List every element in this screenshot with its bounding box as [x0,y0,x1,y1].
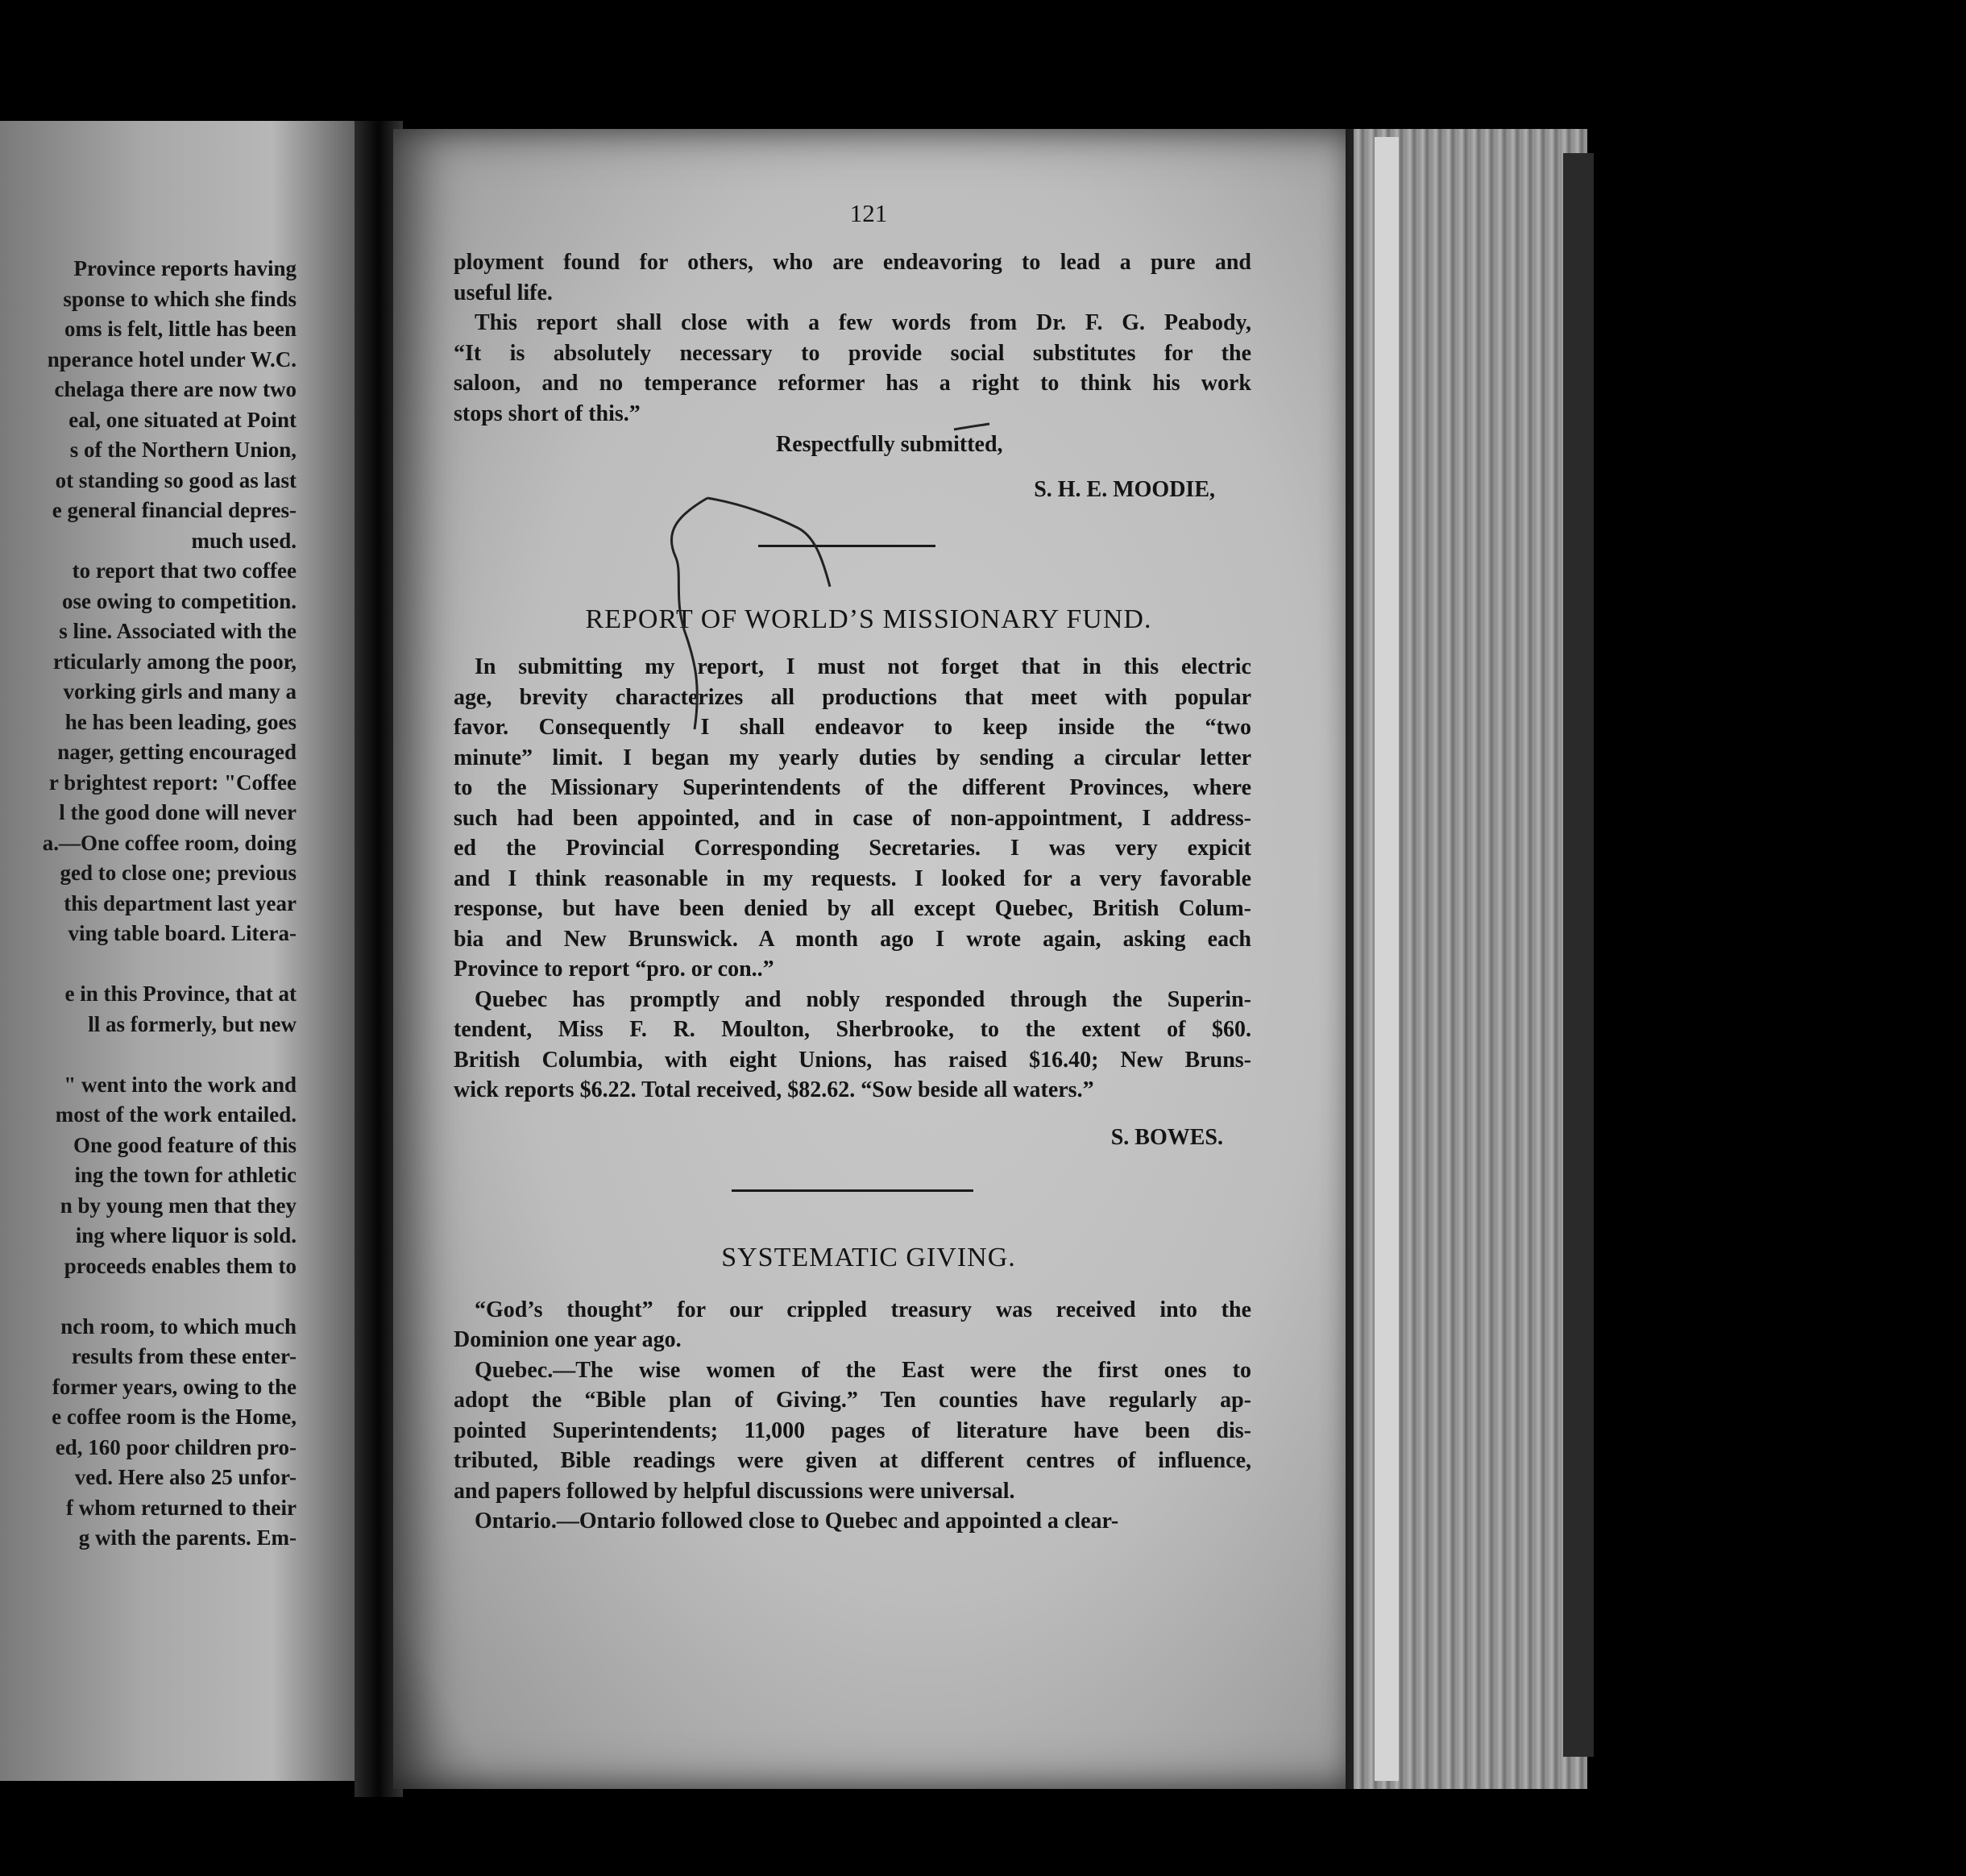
left-facing-page [0,121,363,1781]
left-page-line: eal, one situated at Point [68,407,297,432]
left-page-line: f whom returned to their [66,1495,297,1520]
text-line: favor. Consequently I shall endeavor to keep inside the “two [454,715,1251,740]
left-page-line: former years, owing to the [52,1374,297,1399]
text-line: In submitting my report, I must not forget that in this electric [475,654,1251,679]
text-line: and papers followed by helpful discussions were universal. [454,1478,1015,1504]
left-page-line: ving table board. Litera- [68,921,297,945]
left-page-line: One good feature of this [73,1132,297,1157]
text-line: “It is absolutely necessary to provide social substitutes for the [454,340,1251,366]
text-line: useful life. [454,280,553,305]
closing-respectfully-submitted: Respectfully submitted, [776,432,1003,457]
left-page-line: he has been leading, goes [64,709,297,734]
left-page-line: much used. [191,528,297,553]
left-page-line: nch room, to which much [60,1314,297,1339]
paragraph-intro [454,247,1251,308]
book-back-cover [1563,153,1594,1757]
text-line: tendent, Miss F. R. Moulton, Sherbrooke, to the extent of $60. [454,1017,1251,1042]
section-divider [732,1189,973,1192]
left-page-line: ot standing so good as last [55,467,297,492]
left-page-line: this department last year [64,890,297,915]
text-line: wick reports $6.22. Total received, $82.62. “Sow beside all waters.” [454,1077,1094,1102]
left-page-line: s line. Associated with the [59,619,297,643]
left-page-blank-line [0,1281,297,1312]
left-page-line: vorking girls and many a [63,679,297,704]
left-page-line: nperance hotel under W.C. [47,347,297,371]
text-line: tributed, Bible readings were given at different centres of influence, [454,1448,1251,1473]
left-page-line: n by young men that they [60,1193,297,1218]
left-page-line: ll as formerly, but new [88,1011,297,1036]
left-page-line: r brightest report: "Coffee [48,770,297,795]
text-line: “God’s thought” for our crippled treasury was received into the [475,1297,1251,1322]
left-page-line: oms is felt, little has been [64,317,297,341]
left-page-line: Province reports having [73,256,297,280]
text-line: saloon, and no temperance reformer has a right to think his work [454,371,1251,396]
paragraph-quebec-giving [454,1355,1251,1507]
left-page-line: to report that two coffee [72,558,297,583]
text-line: minute” limit. I began my yearly duties by sending a circular letter [454,745,1251,770]
text-line: British Columbia, with eight Unions, has raised $16.40; New Bruns- [454,1047,1251,1073]
left-page-line: ing where liquor is sold. [75,1223,297,1247]
left-page-line: sponse to which she finds [63,286,297,311]
left-page-blank-line [0,1040,297,1070]
left-page-line: e general financial depres- [52,498,297,522]
text-line: ed the Provincial Corresponding Secretaries. I was very expicit [454,836,1251,861]
text-line: pointed Superintendents; 11,000 pages of literature have been dis- [454,1417,1251,1443]
page-121 [393,129,1354,1789]
text-line: stops short of this.” [454,401,641,426]
text-line: and I think reasonable in my requests. I looked for a very favorable [454,865,1251,891]
paragraph-peabody-quote [454,308,1251,429]
left-page-line: ved. Here also 25 unfor- [74,1465,297,1489]
signature-moodie: S. H. E. MOODIE, [1034,477,1215,502]
text-line: Ontario.—Ontario followed close to Quebec and appointed a clear- [475,1509,1119,1534]
left-page-line: s of the Northern Union, [69,438,297,462]
left-page-blank-line [0,949,297,980]
text-line: ployment found for others, who are endeavoring to lead a pure and [454,250,1251,275]
heading-systematic-giving: SYSTEMATIC GIVING. [721,1242,1016,1272]
left-page-text [0,254,297,1554]
left-page-line: " went into the work and [64,1072,297,1097]
left-page-line: g with the parents. Em- [78,1525,297,1550]
text-line: to the Missionary Superintendents of the different Provinces, where [454,775,1251,800]
text-line: such had been appointed, and in case of non-appointment, I address- [454,805,1251,831]
left-page-line: ose owing to competition. [62,588,297,613]
left-page-line: ing the town for athletic [74,1163,297,1187]
text-line: Quebec.—The wise women of the East were the first ones to [475,1357,1251,1383]
left-page-line: ged to close one; previous [60,861,297,885]
paragraph-fund-quebec [454,985,1251,1106]
left-page-line: e in this Province, that at [64,982,297,1006]
left-page-line: nager, getting encouraged [57,740,297,764]
paragraph-ontario-giving [454,1506,1251,1537]
text-line: adopt the “Bible plan of Giving.” Ten counties have regularly ap- [454,1388,1251,1413]
left-page-line: a.—One coffee room, doing [42,830,297,855]
text-line: Dominion one year ago. [454,1327,682,1352]
paragraph-gods-thought [454,1295,1251,1355]
text-line: bia and New Brunswick. A month ago I wrote again, asking each [454,926,1251,952]
left-page-line: l the good done will never [59,800,297,824]
left-page-line: proceeds enables them to [64,1253,297,1278]
left-page-line: most of the work entailed. [55,1102,297,1127]
section-divider [758,545,935,547]
text-line: response, but have been denied by all except Quebec, British Colum- [454,896,1251,921]
heading-worlds-missionary-fund: REPORT OF WORLD’S MISSIONARY FUND. [585,604,1152,634]
text-line: Quebec has promptly and nobly responded through the Superin- [475,986,1251,1012]
left-page-line: chelaga there are now two [54,377,297,401]
text-line: age, brevity characterizes all productions that meet with popular [454,684,1251,710]
left-page-line: results from these enter- [71,1344,297,1368]
paragraph-fund-submission [454,652,1251,985]
page-edge-highlight [1375,137,1399,1781]
text-line: This report shall close with a few words from Dr. F. G. Peabody, [475,310,1251,335]
left-page-line: ed, 160 poor children pro- [55,1434,297,1459]
page-number: 121 [849,199,888,227]
left-page-line: e coffee room is the Home, [52,1405,297,1429]
left-page-line: rticularly among the poor, [53,649,297,674]
text-line: Province to report “pro. or con..” [454,957,774,982]
page-content [454,197,1251,1537]
signature-bowes: S. BOWES. [1110,1124,1223,1150]
